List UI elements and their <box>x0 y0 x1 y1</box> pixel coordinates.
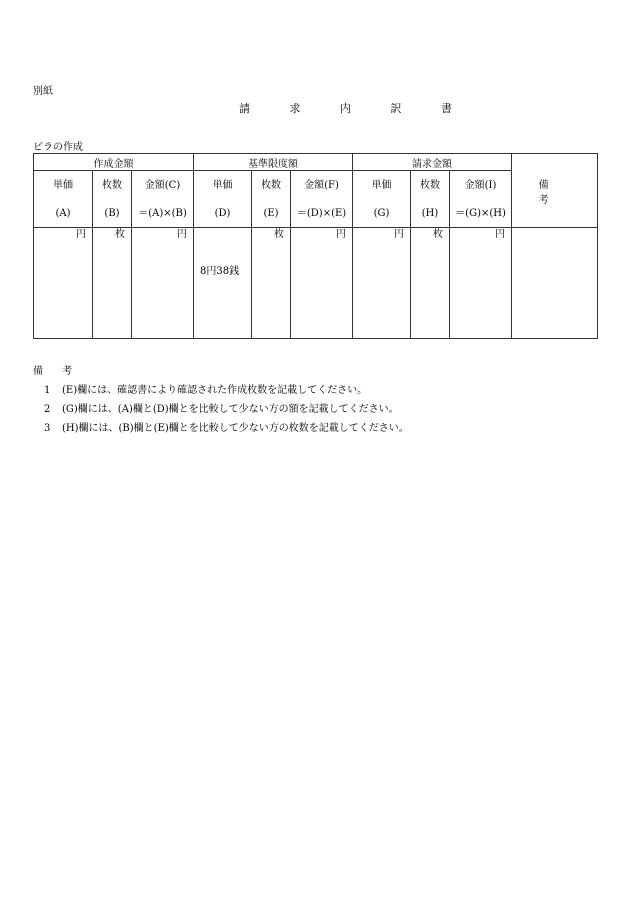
column-code: (D) <box>214 208 231 219</box>
unit-label: 枚 <box>115 229 125 240</box>
column-code: ＝(A)×(B) <box>138 208 187 219</box>
column-code: (E) <box>263 208 279 219</box>
column-label: 金額(C) <box>144 180 181 191</box>
column-label: 金額(I) <box>464 180 497 191</box>
remark-item <box>44 400 399 415</box>
column-code: (H) <box>421 208 439 219</box>
unit-label: 枚 <box>433 229 444 240</box>
column-label: 枚数 <box>102 180 122 191</box>
data-row <box>34 228 598 339</box>
data-cell <box>93 228 132 339</box>
unit-label: 枚 <box>274 229 285 240</box>
remarks-title: 備 考 <box>33 366 81 377</box>
document-title: 請 求 内 訳 書 <box>239 102 470 115</box>
remark-number: 1 <box>44 385 51 396</box>
column-code: ＝(D)×(E) <box>296 208 347 219</box>
section-label: ビラの作成 <box>33 142 83 153</box>
column-header <box>411 171 450 228</box>
unit-label: 円 <box>76 229 86 240</box>
column-label: 単価 <box>53 180 73 191</box>
column-header <box>34 171 93 228</box>
attachment-label: 別紙 <box>33 86 53 97</box>
column-code: (B) <box>104 208 120 219</box>
unit-label: 円 <box>495 229 506 240</box>
data-cell <box>132 228 194 339</box>
unit-label: 円 <box>394 229 405 240</box>
remarks-cell <box>512 228 598 339</box>
column-code: ＝(G)×(H) <box>455 208 506 219</box>
column-header <box>194 171 252 228</box>
column-code: (A) <box>55 208 71 219</box>
data-cell <box>194 228 252 339</box>
column-label: 枚数 <box>261 180 282 191</box>
remark-text: (H)欄には、(B)欄と(E)欄とを比較して少ない方の枚数を記載してください。 <box>62 423 409 434</box>
data-cell <box>411 228 450 339</box>
column-header <box>93 171 132 228</box>
remark-number: 2 <box>44 404 51 415</box>
remarks-header: 備 考 <box>538 179 603 206</box>
column-header <box>132 171 194 228</box>
data-cell <box>252 228 291 339</box>
data-cell <box>450 228 512 339</box>
data-cell <box>353 228 411 339</box>
column-header <box>291 171 353 228</box>
remark-item <box>44 419 409 434</box>
remark-text: (G)欄には、(A)欄と(D)欄とを比較して少ない方の額を記載してください。 <box>62 404 399 415</box>
remark-text: (E)欄には、確認書により確認された作成枚数を記載してください。 <box>62 385 368 396</box>
group-header-claim-amount: 請求金額 <box>353 154 512 171</box>
column-label: 枚数 <box>420 180 441 191</box>
unit-label: 円 <box>336 229 347 240</box>
base-unit-price: 8円38銭 <box>200 266 240 277</box>
remark-item <box>44 381 367 396</box>
remarks-header-cell <box>512 154 603 228</box>
column-header <box>353 171 411 228</box>
data-cell <box>34 228 93 339</box>
data-cell <box>291 228 353 339</box>
column-code: (G) <box>373 208 390 219</box>
column-label: 単価 <box>371 180 392 191</box>
column-header <box>450 171 512 228</box>
group-header-row <box>34 154 598 171</box>
column-header <box>252 171 291 228</box>
group-header-base-limit: 基準限度額 <box>194 154 353 171</box>
column-label: 単価 <box>212 180 233 191</box>
group-header-created-amount: 作成金額 <box>34 154 194 171</box>
breakdown-table <box>33 153 603 339</box>
remark-number: 3 <box>44 423 51 434</box>
column-label: 金額(F) <box>304 180 339 191</box>
unit-label: 円 <box>177 229 188 240</box>
